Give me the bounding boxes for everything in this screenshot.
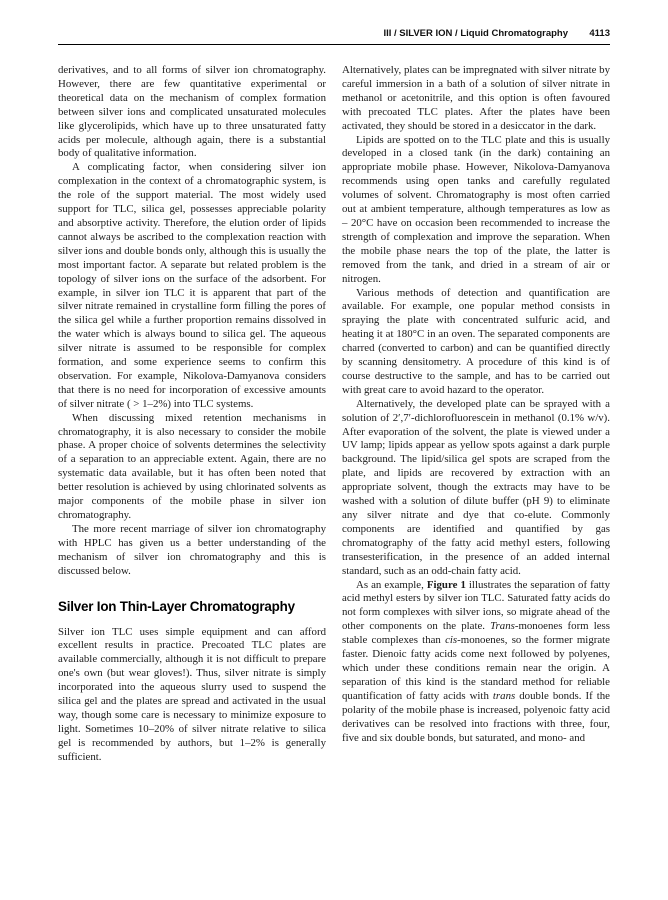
text-run: As an example, [356, 578, 427, 591]
paragraph: Alternatively, plates can be impregnated with silver nitrate by careful immersion in a bath of a solution of silver nitrate in methanol or acetonitrile, and this option is often favoured with precoated TLC plates. After the plates have been activated, they should be stored in a desiccator in the dark. [342, 64, 610, 132]
running-title: III / SILVER ION / Liquid Chromatography [383, 28, 568, 39]
italic-term: Trans [490, 620, 515, 633]
paragraph: The more recent marriage of silver ion chromatography with HPLC has given us a better understanding of the mechanism of silver ion chromatography and this is discussed below. [58, 522, 326, 577]
text-run: -monoenes, so the former migrate faster. Dienoic fatty acids come next followed by polyenes, which under these conditions remain near the origin. A separation of this kind is the standard method for reliable quantification of fatty acids with [342, 634, 610, 702]
left-column [58, 64, 326, 765]
text-run: -monoenes form less stable complexes than [342, 620, 610, 647]
paragraph: Silver ion TLC uses simple equipment and can afford excellent results in practice. Precoated TLC plates are available commercially, although it is not difficult to prepare one's own (but wear gloves!). Thus, silver nitrate is simply incorporated into the aqueous slurry used to suspend the silica gel and the plates are spread and activated in the usual way, though some care is necessary to minimize exposure to light. Sometimes 10–20% of silver nitrate relative to silica gel is recommended by authors, but 1–2% is generally sufficient. [58, 625, 326, 763]
italic-term: cis [445, 634, 458, 647]
paragraph: Alternatively, the developed plate can be sprayed with a solution of 2′,7′-dichlorofluorescein in methanol (0.1% w/v). After evaporation of the solvent, the plate is viewed under a UV lamp; lipids appear as yellow spots against a dark purple background. The lipid/silica gel spots are scraped from the plate, and lipids are recovered by extraction with an appropriate solvent, though the extracts may have to be washed with a solution of dilute buffer (pH 9) to eliminate any silver nitrate and dye that co-elute. Commonly components are identified and quantified by gas chromatography of the fatty acid methyl esters, following transesterification, in the presence of an added internal standard, such as an odd-chain fatty acid. [342, 397, 610, 577]
paragraph: Various methods of detection and quantification are available. For example, one popular method consists in spraying the plate with concentrated sulfuric acid, and heating it at 180°C in an oven. The separated components are charred (converted to carbon) and can be quantified directly by scanning densitometry. A procedure of this kind is of course destructive to the sample, and has to be carried out with great care to avoid hazard to the operator. [342, 286, 610, 396]
text-run: illustrates the separation of fatty acid methyl esters by silver ion TLC. Saturated fatty acids do not form complexes with silver ions, so migrate ahead of the other components on the plate. [342, 578, 610, 633]
paragraph [342, 579, 610, 746]
section-heading: Silver Ion Thin-Layer Chromatography [58, 598, 295, 614]
page-header [58, 26, 610, 45]
paragraph: When discussing mixed retention mechanisms in chromatography, it is also necessary to consider the mobile phase. A proper choice of solvents determines the selectivity of a separation to an appreciable extent. Again, there are no systematic data available, but it has often been noted that better resolution is achieved by using chlorinated solvents as major components of the mobile phase in silver ion chromatography. [58, 411, 326, 521]
italic-term: trans [492, 689, 516, 702]
paragraph: derivatives, and to all forms of silver ion chromatography. However, there are few quantitative experimental or theoretical data on the mechanism of complex formation between silver ions and complicated unsaturated molecules like glycerolipids, which have up to three unsaturated fatty acids per molecule, although again, there is a substantial body of qualitative information. [58, 64, 326, 160]
right-column [342, 64, 610, 745]
paragraph: A complicating factor, when considering silver ion complexation in the context of a chromatographic system, is the role of the support material. The most widely used support for TLC, silica gel, possesses appreciable polarity and absorptive activity. Therefore, the elution order of lipids cannot always be ascribed to the complexation reaction with silver ions and double bonds only, although this is usually the most important factor. A separate but related problem is the topology of silver ions on the surface of the adsorbent. For example, in silver ion TLC it is apparent that part of the silver nitrate remained in crystalline form filling the pores of the silica gel while a further proportion remains dissolved in the water which is always bound to silica gel. The aqueous silver nitrate is assumed to be responsible for complex formation, and some experience seems to confirm this observation. For example, Nikolova-Damyanova considers that there is no need for incorporation of excessive amounts of silver nitrate ( > 1–2%) into TLC systems. [58, 161, 326, 410]
paragraph: Lipids are spotted on to the TLC plate and this is usually developed in a closed tank (in the dark) containing an appropriate mobile phase. However, Nikolova-Damyanova recommends using open tanks and carefully regulated volumes of solvent. Chromatography is most often carried out at ambient temperature, although temperatures as low as – 20°C have on occasion been recommended to increase the strength of complexation and improve the separation. When the mobile phase nears the top of the plate, the latter is removed from the tank, and dried in a stream of air or nitrogen. [342, 133, 610, 285]
figure-reference[interactable]: Figure 1 [426, 578, 466, 591]
text-run: double bonds. If the polarity of the mobile phase is increased, polyenoic fatty acid derivatives can be resolved into fractions with three, four, five and six double bonds, but saturated, and mono- and [342, 689, 610, 744]
page-number: 4113 [589, 28, 610, 39]
